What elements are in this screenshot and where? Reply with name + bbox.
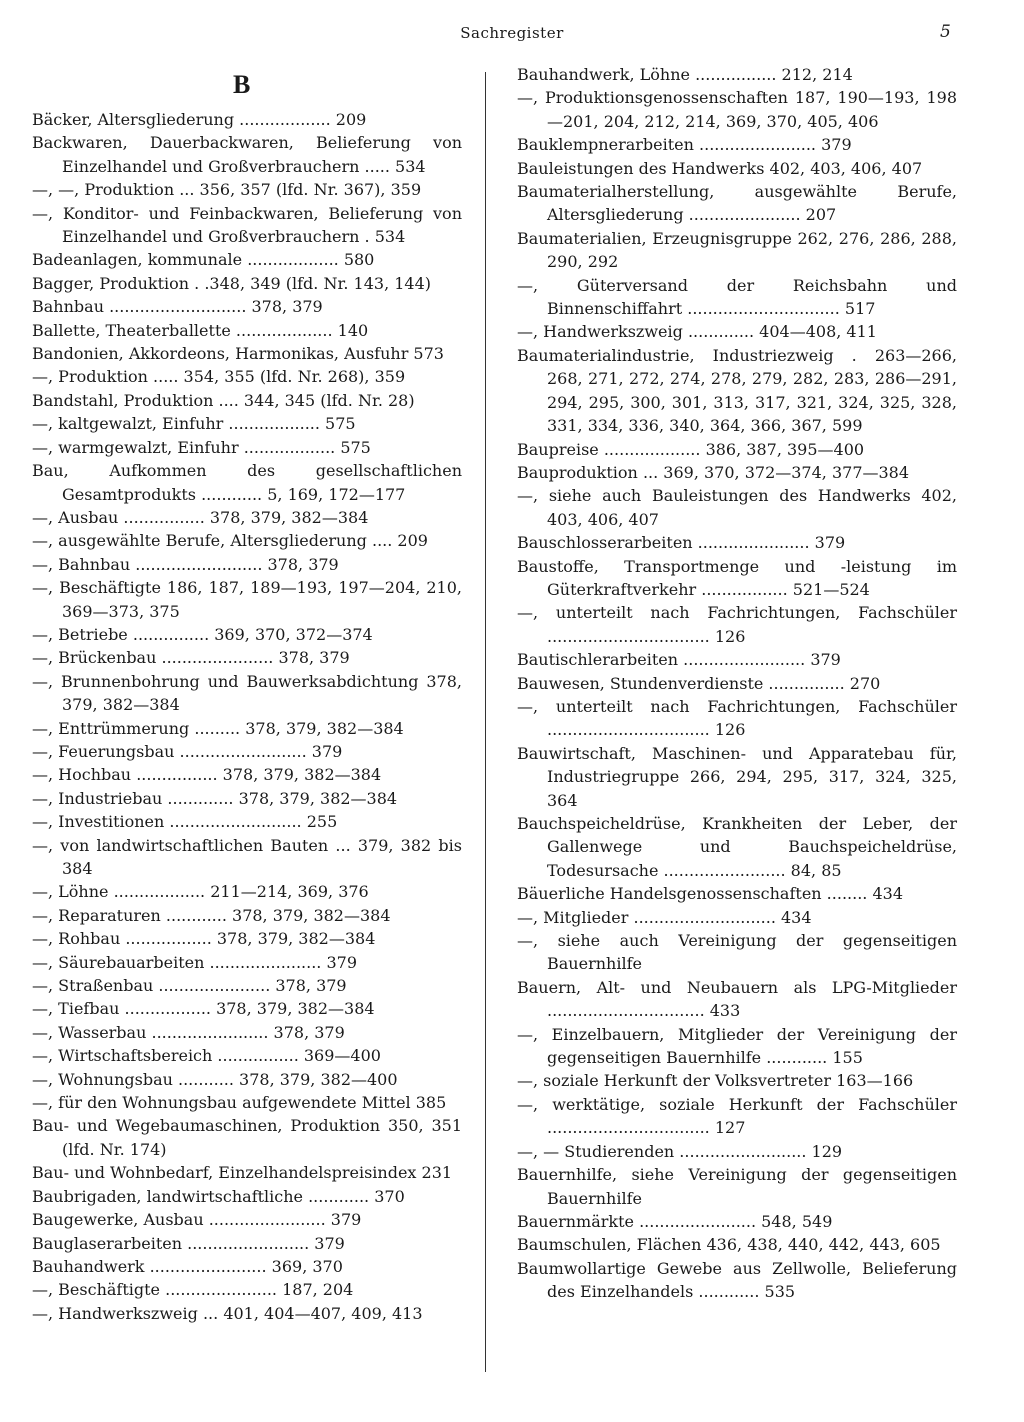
index-entry: Baugewerke, Ausbau ....................... 379 (32, 1210, 362, 1230)
column-divider (485, 72, 486, 1372)
index-entry: Bandstahl, Produktion .... 344, 345 (lfd. Nr. 28) (32, 390, 415, 410)
index-entry: Bauchspeicheldrüse, Krankheiten der Leber, der Gallenwege und Bauchspeicheldrüse, Todesursache ........................ 84, 85 (517, 814, 957, 880)
index-entry: —, Industriebau ............. 378, 379, 382—384 (32, 788, 398, 808)
index-entry: —, Handwerkszweig ............. 404—408, 411 (517, 322, 877, 342)
index-entry: Bauschlosserarbeiten ...................... 379 (517, 533, 846, 553)
running-header: Sachregister (460, 24, 564, 42)
index-entry: Badeanlagen, kommunale .................. 580 (32, 250, 375, 270)
index-entry: Bau- und Wegebaumaschinen, Produktion 350, 351 (lfd. Nr. 174) (32, 1116, 462, 1159)
index-entry: —, Wasserbau ....................... 378, 379 (32, 1022, 345, 1042)
index-entry: —, Beschäftigte ...................... 187, 204 (32, 1280, 354, 1300)
index-entry: Baumaterialien, Erzeugnisgruppe 262, 276, 286, 288, 290, 292 (517, 228, 957, 272)
index-entry: Bauhandwerk ....................... 369, 370 (32, 1256, 343, 1276)
index-entry: —, Säurebauarbeiten ...................... 379 (32, 952, 357, 972)
index-entry: —, Beschäftigte 186, 187, 189—193, 197—204, 210, 369—373, 375 (32, 578, 462, 621)
index-entry: Bauglaserarbeiten ........................ 379 (32, 1233, 345, 1253)
index-entry: —, warmgewalzt, Einfuhr .................. 575 (32, 437, 371, 457)
index-entry: —, Rohbau ................. 378, 379, 382—384 (32, 929, 376, 949)
index-entry: —, Hochbau ................ 378, 379, 382—384 (32, 765, 382, 785)
index-entry: Bauleistungen des Handwerks 402, 403, 406, 407 (517, 158, 923, 178)
index-entry: —, unterteilt nach Fachrichtungen, Fachschüler ................................ 126 (517, 696, 957, 740)
index-entry: —, Güterversand der Reichsbahn und Binnenschiffahrt .............................. 517 (517, 275, 957, 319)
index-entry: Baumwollartige Gewebe aus Zellwolle, Belieferung des Einzelhandels ............ 535 (517, 1258, 957, 1302)
index-entry: Bandonien, Akkordeons, Harmonikas, Ausfuhr 573 (32, 344, 444, 364)
index-entry: —, von landwirtschaftlichen Bauten ... 379, 382 bis 384 (32, 835, 462, 878)
index-entry: Bäcker, Altersgliederung .................. 209 (32, 110, 367, 129)
index-entry: Bauernmärkte ....................... 548, 549 (517, 1211, 833, 1231)
index-entry: —, Ausbau ................ 378, 379, 382—384 (32, 507, 369, 527)
index-entry: —, Einzelbauern, Mitglieder der Vereinigung der gegenseitigen Bauernhilfe ............ 155 (517, 1024, 957, 1068)
index-entry: Baumaterialherstellung, ausgewählte Berufe, Altersgliederung ...................... 207 (517, 182, 957, 225)
index-entry: —, Investitionen .......................... 255 (32, 812, 338, 832)
index-entry: —, werktätige, soziale Herkunft der Fachschüler ................................ 127 (517, 1094, 957, 1138)
index-entry: —, ausgewählte Berufe, Altersgliederung .... 209 (32, 531, 428, 551)
index-entry: —, Bahnbau ......................... 378, 379 (32, 554, 339, 574)
index-entry: —, siehe auch Vereinigung der gegenseitigen Bauernhilfe (517, 931, 957, 974)
index-entry: —, Wirtschaftsbereich ................ 369—400 (32, 1046, 381, 1066)
index-entry: —, — Studierenden ......................... 129 (517, 1141, 843, 1161)
index-entry: Baumschulen, Flächen 436, 438, 440, 442, 443, 605 (517, 1235, 941, 1255)
index-entry: Backwaren, Dauerbackwaren, Belieferung von Einzelhandel und Großverbrauchern ..... 534 (32, 133, 462, 176)
index-entry: Baumaterialindustrie, Industriezweig . 263—266, 268, 271, 272, 274, 278, 279, 282, 283, 286—291, 294, 295, 300, 301, 313, 317, 321, 324, 325, 328, 331, 334, 336, 340, 364, 366, 367, 599 (517, 345, 957, 436)
index-entry: Baupreise ................... 386, 387, 395—400 (517, 439, 865, 459)
index-entry: —, Mitglieder ............................ 434 (517, 907, 812, 927)
index-entry: —, Tiefbau ................. 378, 379, 382—384 (32, 999, 375, 1019)
index-entry: —, Wohnungsbau ........... 378, 379, 382—400 (32, 1069, 398, 1089)
index-entry: Bahnbau ........................... 378, 379 (32, 297, 323, 317)
index-entry: —, Feuerungsbau ......................... 379 (32, 741, 343, 761)
index-entry: Bau, Aufkommen des gesellschaftlichen Gesamtprodukts ............ 5, 169, 172—177 (32, 461, 462, 504)
index-entry: Bauwirtschaft, Maschinen- und Apparatebau für, Industriegruppe 266, 294, 295, 317, 324, 325, 364 (517, 743, 957, 810)
index-entry: —, kaltgewalzt, Einfuhr .................. 575 (32, 414, 356, 434)
index-entry: —, Brückenbau ...................... 378, 379 (32, 648, 350, 668)
index-entry: —, Straßenbau ...................... 378, 379 (32, 976, 347, 996)
index-entry: —, unterteilt nach Fachrichtungen, Fachschüler ................................ 126 (517, 603, 957, 646)
index-entry: —, Reparaturen ............ 378, 379, 382—384 (32, 905, 391, 925)
index-entry: —, Enttrümmerung ......... 378, 379, 382—384 (32, 718, 404, 738)
index-entry: —, Produktionsgenossenschaften 187, 190—193, 198—201, 204, 212, 214, 369, 370, 405, 406 (517, 88, 957, 131)
index-entry: Bau- und Wohnbedarf, Einzelhandelspreisindex 231 (32, 1163, 453, 1183)
index-entry: —, Betriebe ............... 369, 370, 372—374 (32, 624, 373, 644)
index-entry: —, Brunnenbohrung und Bauwerksabdichtung 378, 379, 382—384 (32, 671, 462, 715)
index-entry: Baubrigaden, landwirtschaftliche ............ 370 (32, 1186, 405, 1206)
index-entry: Bauhandwerk, Löhne ................ 212, 214 (517, 65, 853, 84)
index-entry: Bauernhilfe, siehe Vereinigung der gegenseitigen Bauernhilfe (517, 1165, 957, 1208)
index-entry: Bauproduktion ... 369, 370, 372—374, 377—384 (517, 462, 910, 482)
index-entry: —, für den Wohnungsbau aufgewendete Mittel 385 (32, 1093, 447, 1113)
index-entry: —, Produktion ..... 354, 355 (lfd. Nr. 268), 359 (32, 367, 406, 387)
index-entry: —, soziale Herkunft der Volksvertreter 163—166 (517, 1071, 914, 1091)
index-entry: —, siehe auch Bauleistungen des Handwerks 402, 403, 406, 407 (517, 486, 957, 529)
index-entry: —, Löhne .................. 211—214, 369, 376 (32, 882, 369, 902)
index-entry: Bauern, Alt- und Neubauern als LPG-Mitglieder ............................... 433 (517, 977, 957, 1021)
index-entry: Ballette, Theaterballette ................... 140 (32, 320, 369, 340)
index-entry: Bauwesen, Stundenverdienste ............... 270 (517, 673, 881, 693)
index-entry: —, Handwerkszweig ... 401, 404—407, 409, 413 (32, 1303, 423, 1323)
index-entry: Bagger, Produktion . .348, 349 (lfd. Nr. 143, 144) (32, 273, 432, 293)
index-entry: —, Konditor- und Feinbackwaren, Belieferung von Einzelhandel und Großverbrauchern . 534 (32, 203, 462, 247)
page-number: 5 (940, 22, 951, 42)
index-entry: Bäuerliche Handelsgenossenschaften ........ 434 (517, 884, 903, 904)
index-entry: Baustoffe, Transportmenge und -leistung im Güterkraftverkehr ................. 521—524 (517, 556, 957, 599)
index-entry: Bauklempnerarbeiten ....................... 379 (517, 135, 852, 155)
index-column-right (517, 63, 957, 1304)
index-entry: Bautischlerarbeiten ........................ 379 (517, 650, 841, 670)
index-entry: —, —, Produktion ... 356, 357 (lfd. Nr. 367), 359 (32, 180, 422, 200)
index-column-left (32, 108, 462, 1325)
section-letter: B (233, 70, 251, 99)
